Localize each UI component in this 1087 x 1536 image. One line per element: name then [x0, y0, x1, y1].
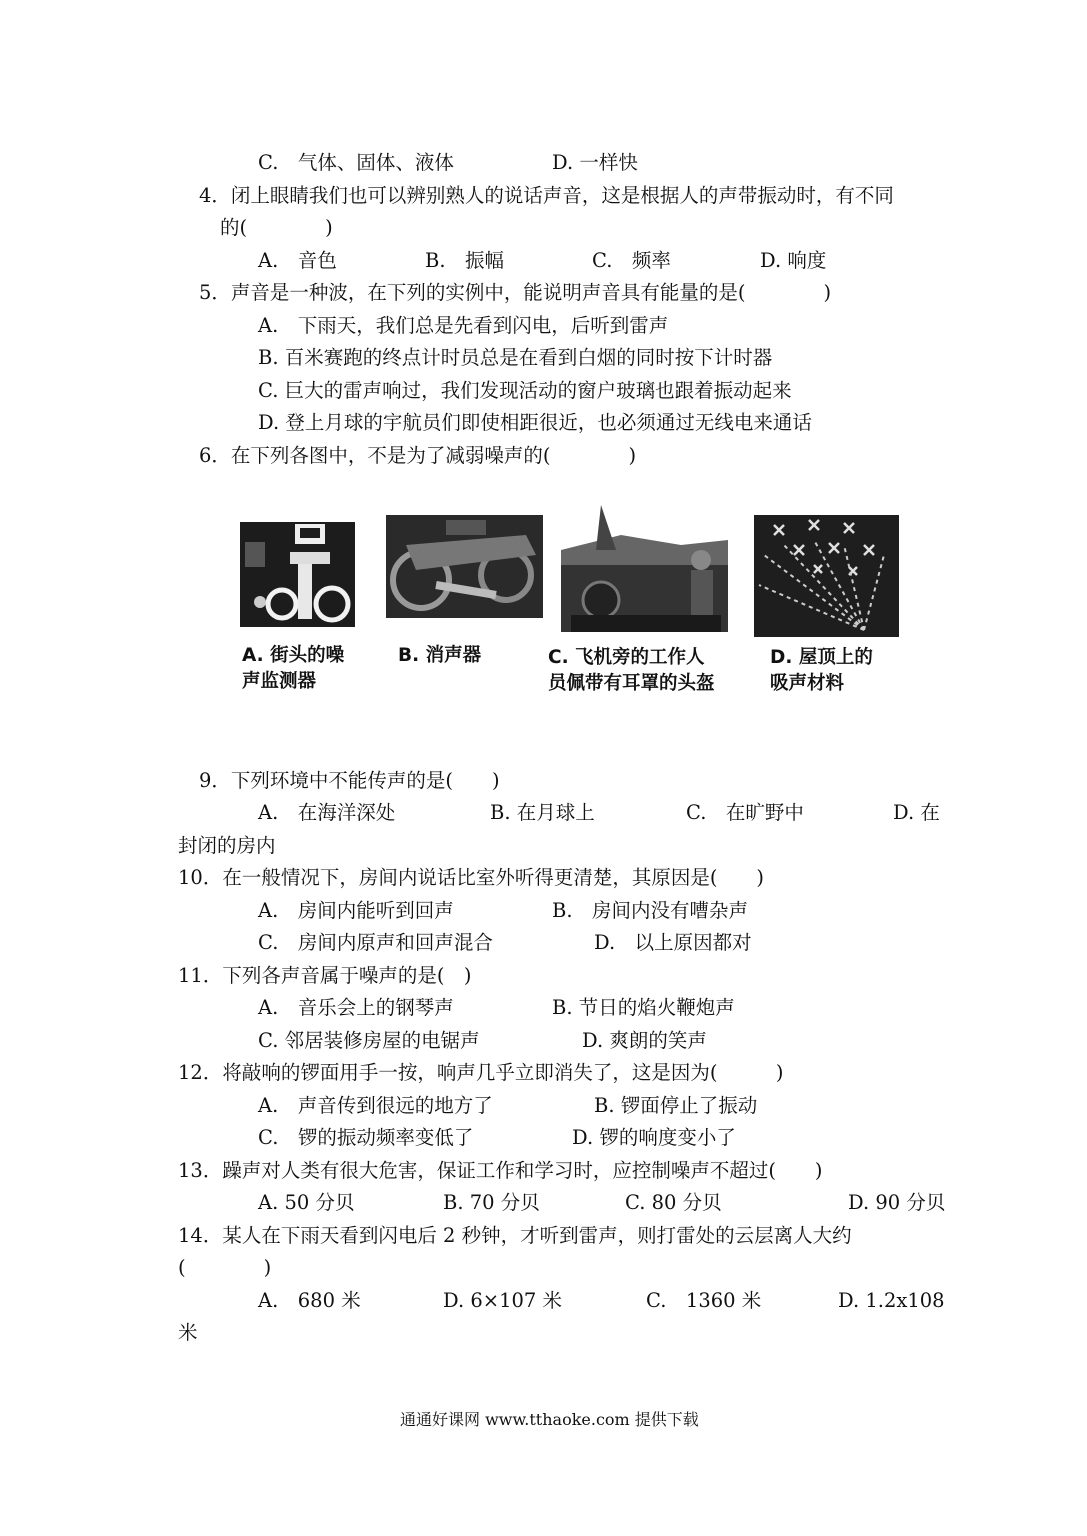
q5-option-d: D. 登上月球的宇航员们即使相距很近，也必须通过无线电来通话 [258, 411, 812, 434]
q5-stem: 5．声音是一种波，在下列的实例中，能说明声音具有能量的是( ) [199, 281, 832, 304]
q14-stem: 14．某人在下雨天看到闪电后 2 秒钟，才听到雷声，则打雷处的云层离人大约 [178, 1224, 852, 1247]
q4-option-d: D. 响度 [760, 249, 827, 272]
q9-stem: 9．下列环境中不能传声的是( ) [199, 769, 500, 792]
q12-option-b: B. 锣面停止了振动 [594, 1094, 758, 1117]
q14-answer-paren: ( ) [178, 1256, 272, 1279]
caption-a-line2: 声监测器 [242, 671, 317, 692]
q11-option-d: D. 爽朗的笑声 [582, 1029, 707, 1052]
q5-option-a: A. 下雨天，我们总是先看到闪电，后听到雷声 [258, 314, 669, 337]
q14-option-d: D. 1.2x108 [838, 1289, 945, 1312]
airport-worker-image [561, 505, 728, 632]
q10-option-c: C. 房间内原声和回声混合 [258, 931, 493, 954]
q14-option-b: D. 6×107 米 [443, 1289, 562, 1312]
q5-option-c: C. 巨大的雷声响过，我们发现活动的窗户玻璃也跟着振动起来 [258, 379, 792, 402]
caption-c-line2: 员佩带有耳罩的头盔 [548, 673, 715, 694]
q9-option-d-continued: 封闭的房内 [178, 834, 276, 857]
q12-stem: 12．将敲响的锣面用手一按，响声几乎立即消失了，这是因为( ) [178, 1061, 784, 1084]
q10-option-d: D. 以上原因都对 [594, 931, 752, 954]
q9-option-c: C. 在旷野中 [686, 801, 804, 824]
q14-option-d-continued: 米 [178, 1321, 198, 1344]
q9-option-a: A. 在海洋深处 [258, 801, 396, 824]
q12-option-c: C. 锣的振动频率变低了 [258, 1126, 474, 1149]
q14-option-a: A. 680 米 [258, 1289, 361, 1312]
muffler-image [386, 515, 543, 618]
q10-option-b: B. 房间内没有嘈杂声 [552, 899, 749, 922]
q10-option-a: A. 房间内能听到回声 [258, 899, 454, 922]
q9-option-b: B. 在月球上 [490, 801, 595, 824]
q3-option-c: C. 气体、固体、液体 [258, 151, 454, 174]
caption-c-line1: C. 飞机旁的工作人 [548, 647, 705, 668]
q11-stem: 11．下列各声音属于噪声的是( ) [178, 964, 472, 987]
q14-option-c: C. 1360 米 [646, 1289, 762, 1312]
q4-option-c: C. 频率 [592, 249, 671, 272]
q3-option-d: D. 一样快 [552, 151, 638, 174]
noise-monitor-image [240, 522, 355, 627]
q13-option-a: A. 50 分贝 [258, 1191, 355, 1214]
q4-option-b: B. 振幅 [425, 249, 505, 272]
q10-stem: 10．在一般情况下，房间内说话比室外听得更清楚，其原因是( ) [178, 866, 765, 889]
q4-option-a: A. 音色 [258, 249, 337, 272]
q6-stem: 6．在下列各图中，不是为了减弱噪声的( ) [199, 444, 637, 467]
q13-option-b: B. 70 分贝 [443, 1191, 540, 1214]
q5-option-b: B. 百米赛跑的终点计时员总是在看到白烟的同时按下计时器 [258, 346, 773, 369]
caption-d-line2: 吸声材料 [770, 673, 845, 694]
q11-option-a: A. 音乐会上的钢琴声 [258, 996, 454, 1019]
caption-d-line1: D. 屋顶上的 [770, 647, 873, 668]
q9-option-d: D. 在 [893, 801, 940, 824]
acoustic-ceiling-image [754, 515, 899, 637]
q11-option-b: B. 节日的焰火鞭炮声 [552, 996, 735, 1019]
q4-stem-line2: 的( ) [220, 216, 333, 239]
caption-b: B. 消声器 [398, 645, 482, 666]
q13-option-d: D. 90 分贝 [848, 1191, 946, 1214]
q11-option-c: C. 邻居装修房屋的电锯声 [258, 1029, 480, 1052]
caption-a-line1: A. 街头的噪 [242, 645, 345, 666]
q12-option-a: A. 声音传到很远的地方了 [258, 1094, 493, 1117]
q13-stem: 13．躁声对人类有很大危害，保证工作和学习时，应控制噪声不超过( ) [178, 1159, 823, 1182]
q12-option-d: D. 锣的响度变小了 [572, 1126, 736, 1149]
q4-stem-line1: 4．闭上眼睛我们也可以辨别熟人的说话声音，这是根据人的声带振动时，有不同 [199, 184, 894, 207]
q13-option-c: C. 80 分贝 [625, 1191, 722, 1214]
page-footer: 通通好课网 www.tthaoke.com 提供下载 [400, 1410, 699, 1429]
